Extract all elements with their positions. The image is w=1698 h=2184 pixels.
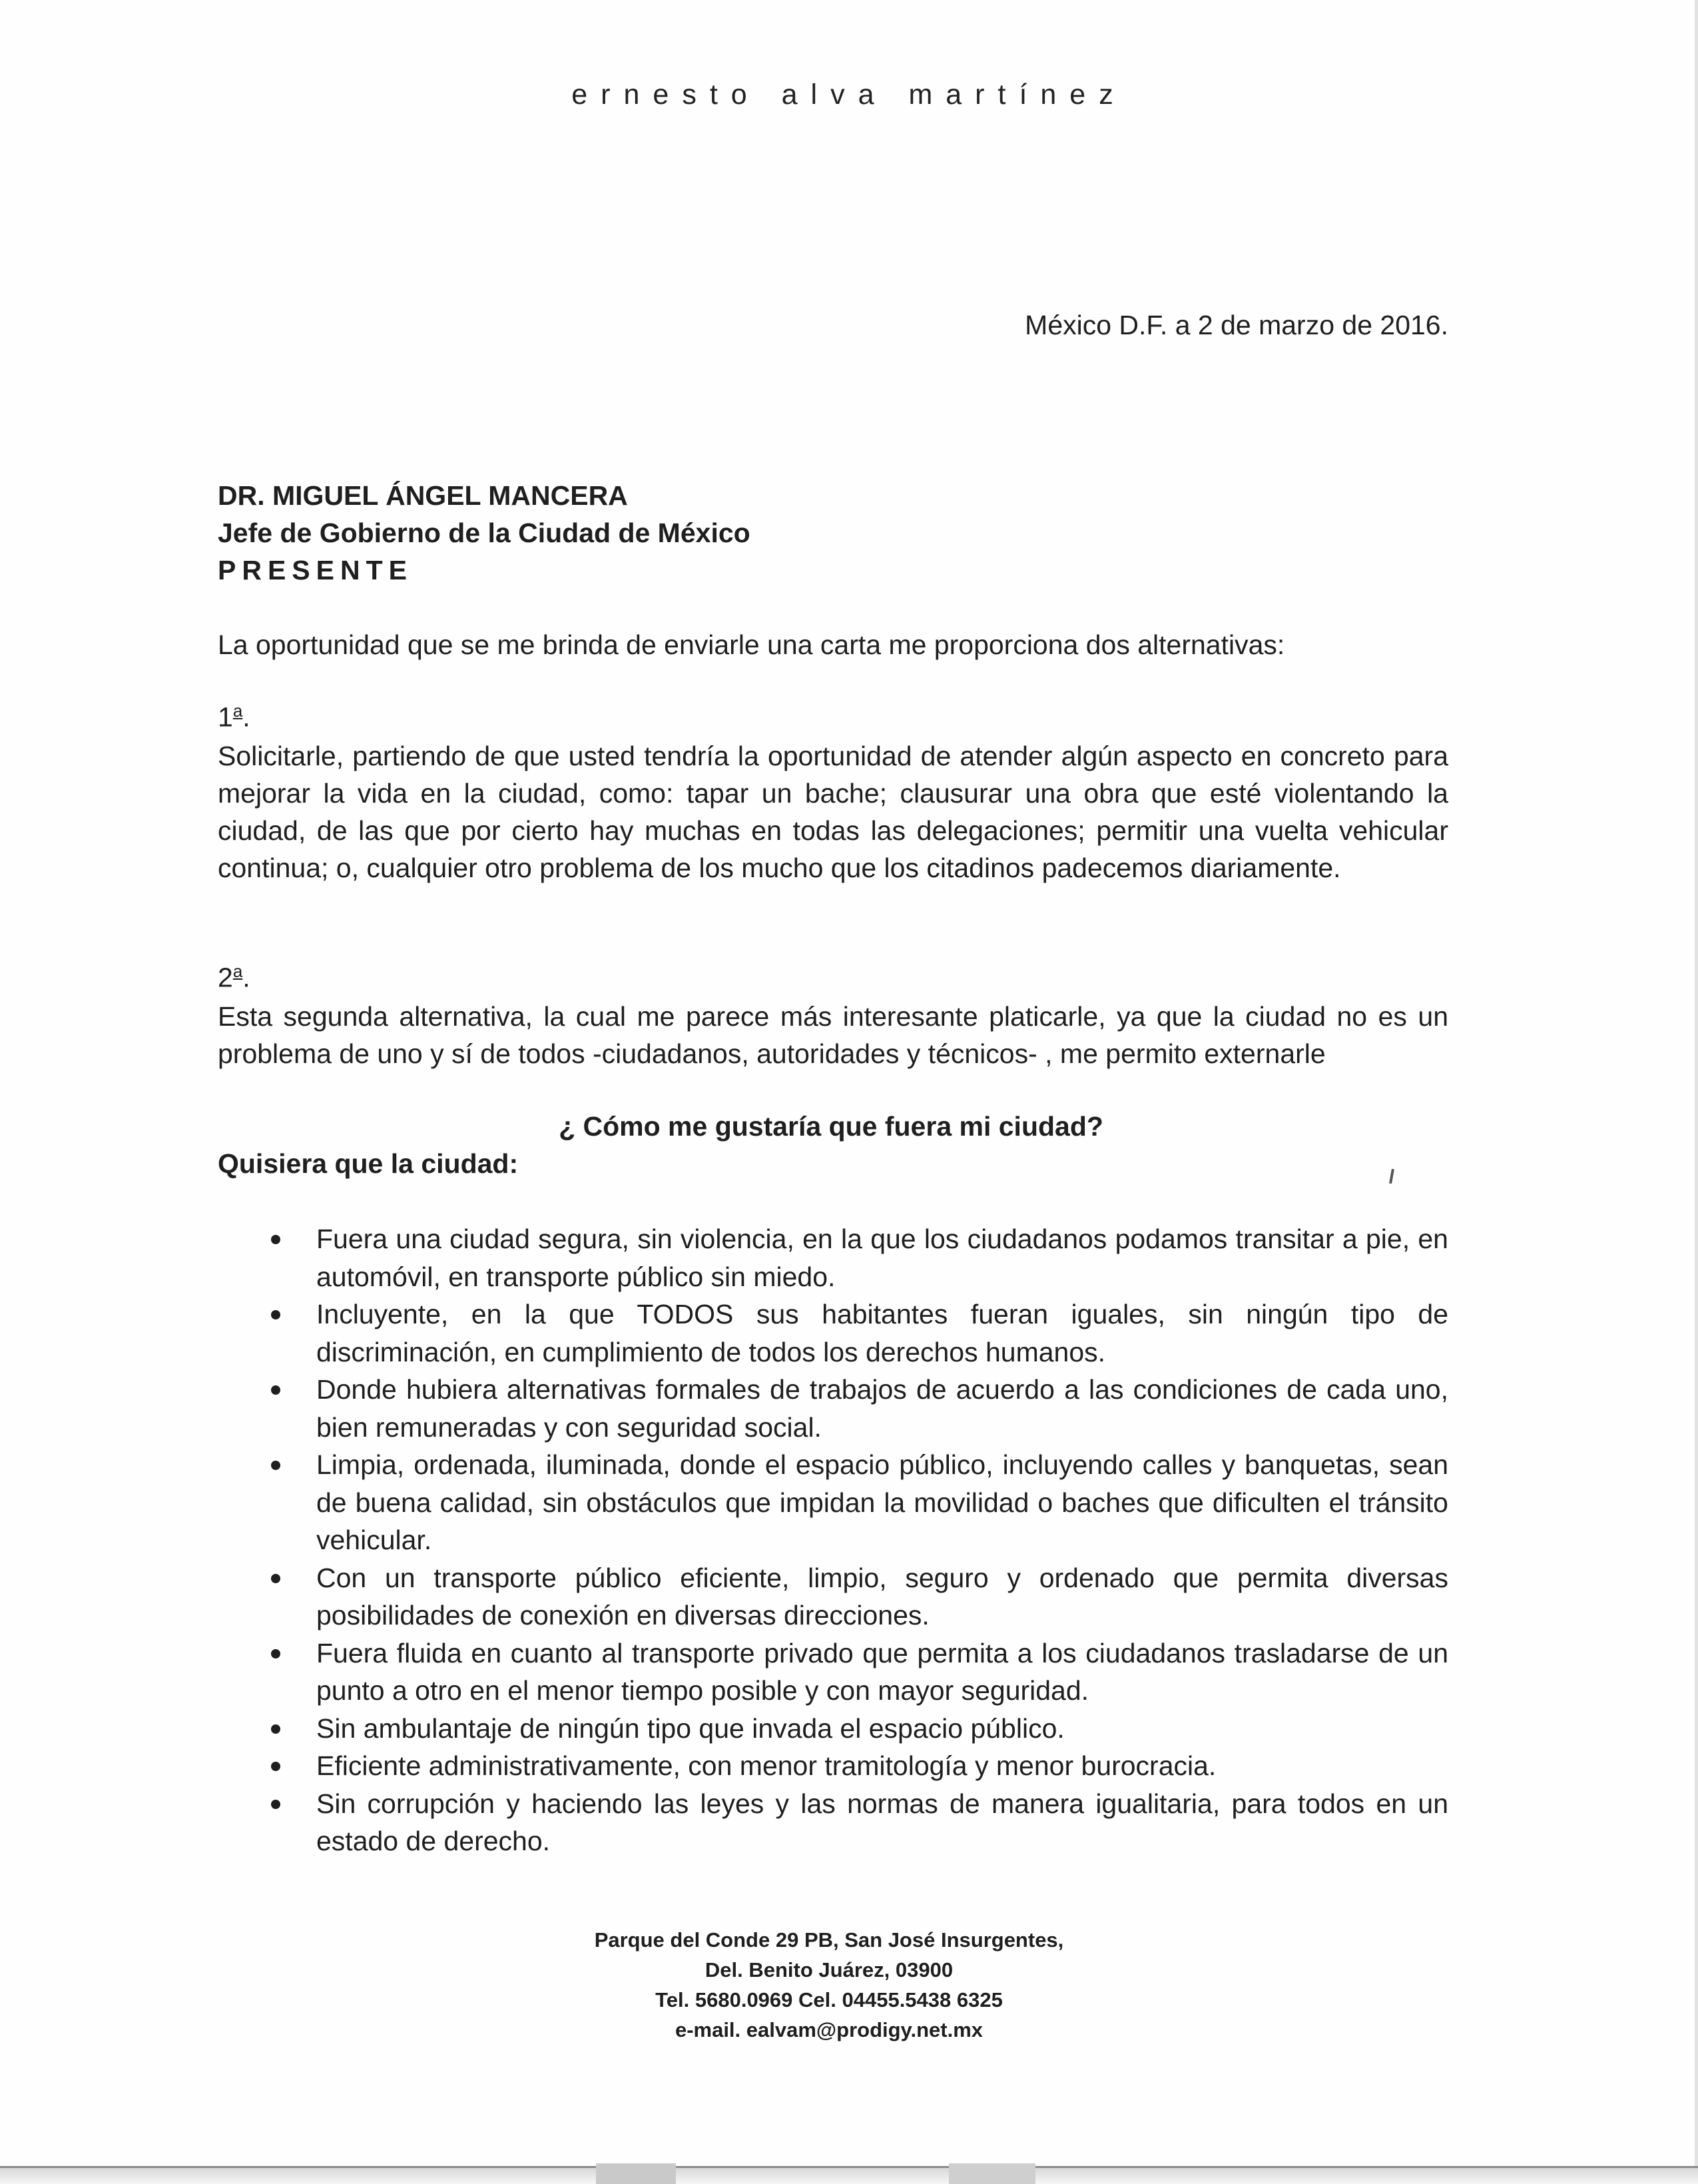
question-heading: ¿ Cómo me gustaría que fuera mi ciudad?: [559, 1111, 1103, 1142]
footer-email-line: e-mail. ealvam@prodigy.net.mx: [675, 2018, 984, 2041]
list-item: [218, 1785, 1448, 1860]
recipient-presente: PRESENTE: [218, 555, 413, 585]
list-item-text: Fuera fluida en cuanto al transporte privado que permita a los ciudadanos trasladarse de un punto a otro en el menor tiempo posible y con mayor seguridad.: [316, 1637, 1448, 1706]
date-line: México D.F. a 2 de marzo de 2016.: [1025, 310, 1448, 340]
list-item: [218, 1371, 1448, 1446]
bullet-icon: [271, 1724, 280, 1734]
footer-phone-line: Tel. 5680.0969 Cel. 04455.5438 6325: [655, 1988, 1003, 2011]
list-item-text: Sin corrupción y haciendo las leyes y las normas de manera igualitaria, para todos en un estado de derecho.: [316, 1788, 1448, 1856]
bullet-icon: [271, 1574, 280, 1583]
ordinal-number: 1: [218, 701, 233, 733]
list-item-text: Sin ambulantaje de ningún tipo que invada el espacio público.: [316, 1712, 1065, 1744]
ordinal-dot: .: [242, 701, 250, 733]
intro-paragraph: La oportunidad que se me brinda de enviarle una carta me proporciona dos alternativas:: [218, 629, 1285, 660]
bullet-icon: [271, 1310, 280, 1319]
ordinal-dot: .: [242, 962, 250, 993]
ordinal-suffix: a: [232, 701, 243, 721]
list-item: [218, 1220, 1448, 1295]
binder-mark: [949, 2163, 1035, 2184]
alternative-2-paragraph: Esta segunda alternativa, la cual me parece más interesante platicarle, ya que la ciudad no es un problema de uno y sí de todos -ciudadanos, autoridades y técnicos- , me permito externarle: [218, 1001, 1448, 1069]
list-item: [218, 1635, 1448, 1710]
alternative-2-ordinal: [218, 961, 250, 994]
bullet-icon: [271, 1461, 280, 1470]
list-item-text: Con un transporte público eficiente, limpio, seguro y ordenado que permita diversas posibilidades de conexión en diversas direcciones.: [316, 1562, 1448, 1631]
bullet-icon: [271, 1649, 280, 1658]
footer-address-line-2: Del. Benito Juárez, 03900: [705, 1958, 954, 1982]
wish-heading: Quisiera que la ciudad:: [218, 1148, 519, 1179]
scan-bottom-shadow: [0, 2168, 1698, 2184]
wish-list: [218, 1220, 1448, 1860]
ordinal-suffix: a: [232, 961, 243, 981]
list-item: [218, 1710, 1448, 1748]
list-item: [218, 1446, 1448, 1559]
footer-address-line-1: Parque del Conde 29 PB, San José Insurgentes,: [594, 1928, 1064, 1952]
scan-edge: [1695, 0, 1698, 2184]
list-item-text: Limpia, ordenada, iluminada, donde el espacio público, incluyendo calles y banquetas, sean de buena calidad, sin obstáculos que impidan la movilidad o baches que dificulten el tránsito vehicular.: [316, 1449, 1448, 1555]
list-item: [218, 1559, 1448, 1635]
recipient-block: [218, 477, 750, 589]
alternative-1-paragraph: Solicitarle, partiendo de que usted tendría la oportunidad de atender algún aspecto en concreto para mejorar la vida en la ciudad, como: tapar un bache; clausurar una obra que esté violentando la ciudad, de las que por cierto hay muchas en todas las delegaciones; permitir una vuelta vehicular continua; o, cualquier otro problema de los mucho que los citadinos padecemos diariamente.: [218, 741, 1448, 883]
recipient-position: Jefe de Gobierno de la Ciudad de México: [218, 518, 750, 548]
binder-mark: [596, 2163, 676, 2184]
footer-contact: [0, 1925, 1658, 2045]
letterhead-name: ernesto alva martínez: [571, 79, 1127, 111]
list-item-text: Donde hubiera alternativas formales de trabajos de acuerdo a las condiciones de cada uno, bien remuneradas y con seguridad social.: [316, 1374, 1448, 1443]
scan-speck: [1389, 1169, 1394, 1184]
list-item: [218, 1747, 1448, 1785]
list-item: [218, 1295, 1448, 1371]
bullet-icon: [271, 1235, 280, 1244]
list-item-text: Incluyente, en la que TODOS sus habitantes fueran iguales, sin ningún tipo de discriminación, en cumplimiento de todos los derechos humanos.: [316, 1299, 1448, 1367]
recipient-name: DR. MIGUEL ÁNGEL MANCERA: [218, 480, 628, 511]
ordinal-number: 2: [218, 962, 233, 993]
list-item-text: Fuera una ciudad segura, sin violencia, en la que los ciudadanos podamos transitar a pie, en automóvil, en transporte público sin miedo.: [316, 1224, 1448, 1292]
bullet-icon: [271, 1385, 280, 1395]
list-item-text: Eficiente administrativamente, con menor tramitología y menor burocracia.: [316, 1750, 1217, 1781]
alternative-1-ordinal: [218, 701, 250, 733]
bullet-icon: [271, 1762, 280, 1771]
bullet-icon: [271, 1800, 280, 1809]
